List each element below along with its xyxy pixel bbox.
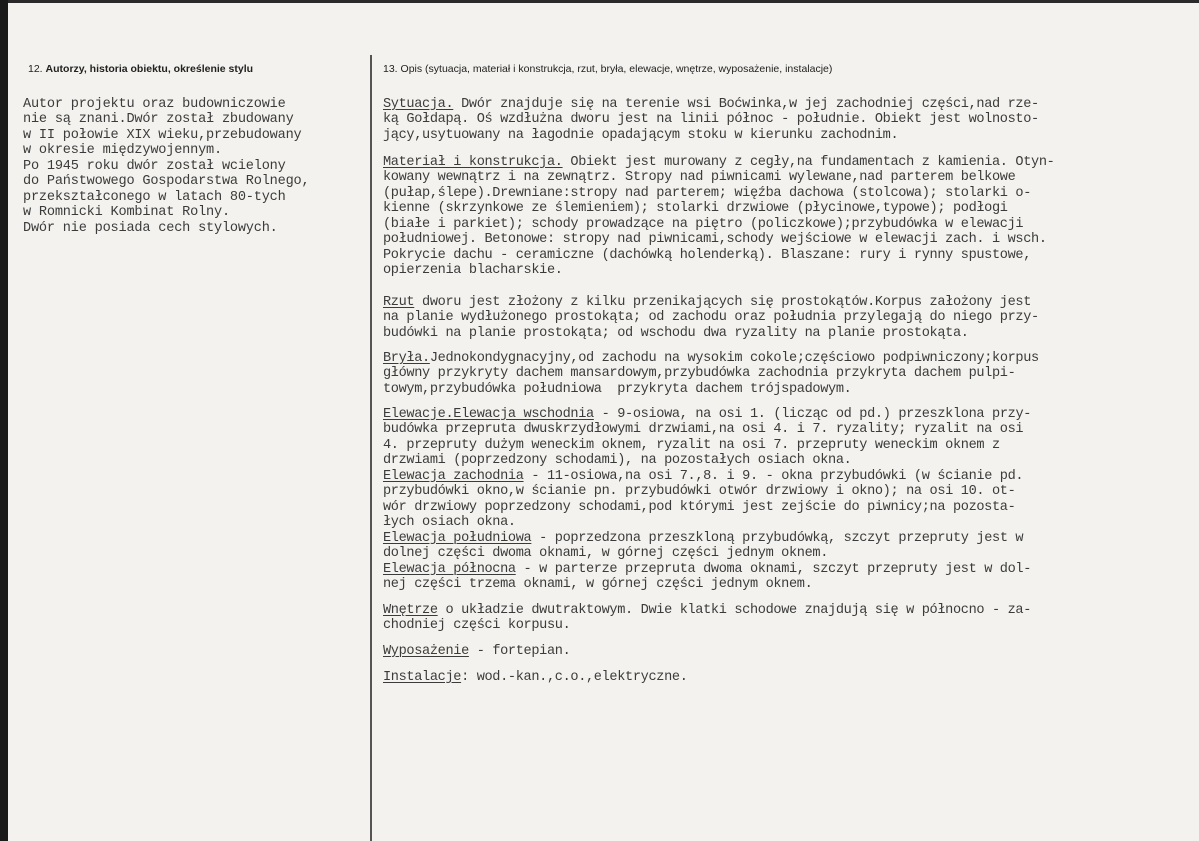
label-material: Materiał i konstrukcja. [383, 154, 563, 170]
text-line: nej części trzema oknami, w górnej części jednym oknem. [383, 577, 813, 592]
section-13-header [383, 63, 832, 75]
paragraph-material [383, 139, 1054, 294]
text-line: główny przykryty dachem mansardowym,przybudówka zachodnia przykryta dachem pulpi- [383, 366, 1016, 381]
column-divider [370, 55, 372, 841]
text-line: południowej. Betonowe: stropy nad piwnicami,schody wejściowe w elewacji zach. i wsch. [383, 232, 1047, 247]
section-12-body [23, 81, 309, 252]
text-line: w Romnicki Kombinat Rolny. [23, 205, 230, 220]
scan-edge-top [0, 0, 1199, 3]
text-line: nie są znani.Dwór został zbudowany [23, 112, 294, 127]
section-13-number: 13. [383, 63, 398, 75]
text-line: 4. przepruty dużym weneckim oknem, ryzalit na osi 7. przepruty weneckim oknem z [383, 437, 1000, 453]
text-line: Jednokondygnacyjny,od zachodu na wysokim cokole;częściowo podpiwniczony;korpus [429, 350, 1039, 366]
label-elewacja-wschodnia: Elewacja wschodnia [453, 406, 594, 422]
text-line: - fortepian. [468, 643, 571, 659]
text-line: kowany wewnątrz i na zewnątrz. Stropy nad piwnicami wylewane,nad parterem belkowe [383, 170, 1016, 185]
text-line: przekształconego w latach 80-tych [23, 189, 286, 205]
text-line: w okresie międzywojennym. [23, 143, 222, 158]
text-line: wór drzwiowy poprzedzony schodami,pod którymi jest zejście do piwnicy;na pozosta- [383, 499, 1016, 515]
text-line: opierzenia blacharskie. [383, 263, 563, 278]
section-13-title: Opis (sytuacja, materiał i konstrukcja, rzut, bryła, elewacje, wnętrze, wyposażenie, instalacje) [400, 63, 833, 75]
label-bryla: Bryła. [383, 350, 430, 366]
text-line: - w parterze przepruta dwoma oknami, szczyt przepruty jest w dol- [515, 561, 1032, 577]
label-elewacja-polnocna: Elewacja północna [383, 561, 516, 577]
section-12-header [28, 63, 253, 75]
text-line: przybudówki okno,w ścianie pn. przybudówki otwór drzwiowy i okno); na osi 10. ot- [383, 484, 1016, 499]
label-elewacja-zachodnia: Elewacja zachodnia [383, 468, 524, 484]
text-line: w II połowie XIX wieku,przebudowany [23, 127, 302, 143]
text-line: : wod.-kan.,c.o.,elektryczne. [461, 669, 688, 685]
label-instalacje: Instalacje [383, 669, 462, 685]
label-elewacje: Elewacje. [383, 406, 454, 422]
text-line: (pułap,ślepe).Drewniane:stropy nad parterem; więźba dachowa (stolcowa); stolarki o- [383, 185, 1032, 201]
section-12-title: Autorzy, historia obiektu, określenie stylu [45, 63, 254, 75]
label-wyposazenie: Wyposażenie [383, 643, 469, 659]
text-line: ką Gołdapą. Oś wzdłużna dworu jest na linii północ - południe. Obiekt jest wolnosto- [383, 112, 1039, 127]
text-line: budówki na planie prostokąta; od wschodu dwa ryzality na planie prostokąta. [383, 325, 969, 341]
text-line: chodniej części korpusu. [383, 618, 571, 633]
text-line: Dwór nie posiada cech stylowych. [23, 220, 278, 236]
text-line: do Państwowego Gospodarstwa Rolnego, [23, 174, 310, 189]
paragraph-elewacje [383, 391, 1031, 608]
text-line: Obiekt jest murowany z cegły,na fundamentach z kamienia. Otyn- [562, 154, 1055, 170]
text-line: dolnej części dwoma oknami, w górnej części jednym oknem. [383, 546, 829, 561]
text-line: Autor projektu oraz budowniczowie [23, 96, 286, 112]
text-line: Dwór znajduje się na terenie wsi Boćwinka,w jej zachodniej części,nad rze- [453, 96, 1039, 112]
text-line: na planie wydłużonego prostokąta; od zachodu oraz południa przylegają do niego przy- [383, 310, 1039, 325]
text-line: - 9-osiowa, na osi 1. (licząc od pd.) przeszklona przy- [593, 406, 1032, 422]
label-rzut: Rzut [383, 294, 415, 310]
text-line: towym,przybudówka południowa przykryta dachem trójspadowym. [383, 381, 852, 397]
text-line: jący,usytuowany na łagodnie opadającym stoku w kierunku zachodnim. [383, 127, 899, 143]
text-line: kienne (skrzynkowe ze ślemieniem); stolarki drzwiowe (płycinowe,typowe); podłogi [383, 201, 1008, 216]
text-line: budówka przepruta dwuskrzydłowymi drzwiami,na osi 4. i 7. ryzality; ryzalit na osi [383, 422, 1024, 437]
label-elewacja-poludniowa: Elewacja południowa [383, 530, 532, 546]
text-line: (białe i parkiet); schody prowadzące na piętro (policzkowe);przybudówka w elewacji [383, 216, 1024, 232]
paragraph-instalacje [383, 654, 688, 701]
text-line: Po 1945 roku dwór został wcielony [23, 158, 286, 174]
text-line: - 11-osiowa,na osi 7.,8. i 9. - okna przybudówki (w ścianie pd. [523, 468, 1024, 484]
text-line: łych osiach okna. [383, 515, 516, 530]
label-sytuacja: Sytuacja. [383, 96, 454, 112]
text-line: drzwiami (poprzedzony schodami), na pozostałych osiach okna. [383, 453, 852, 468]
text-line: Pokrycie dachu - ceramiczne (dachówką holenderką). Blaszane: rury i rynny spustowe, [383, 247, 1032, 263]
text-line: dworu jest złożony z kilku przenikających się prostokątów.Korpus założony jest [414, 294, 1032, 310]
text-line: - poprzedzona przeszkloną przybudówką, szczyt przepruty jest w [531, 530, 1024, 546]
text-line: o układzie dwutraktowym. Dwie klatki schodowe znajdują się w północno - za- [437, 602, 1032, 618]
label-wnetrze: Wnętrze [383, 602, 438, 618]
scan-edge-left [0, 0, 8, 841]
section-12-number: 12. [28, 63, 43, 75]
